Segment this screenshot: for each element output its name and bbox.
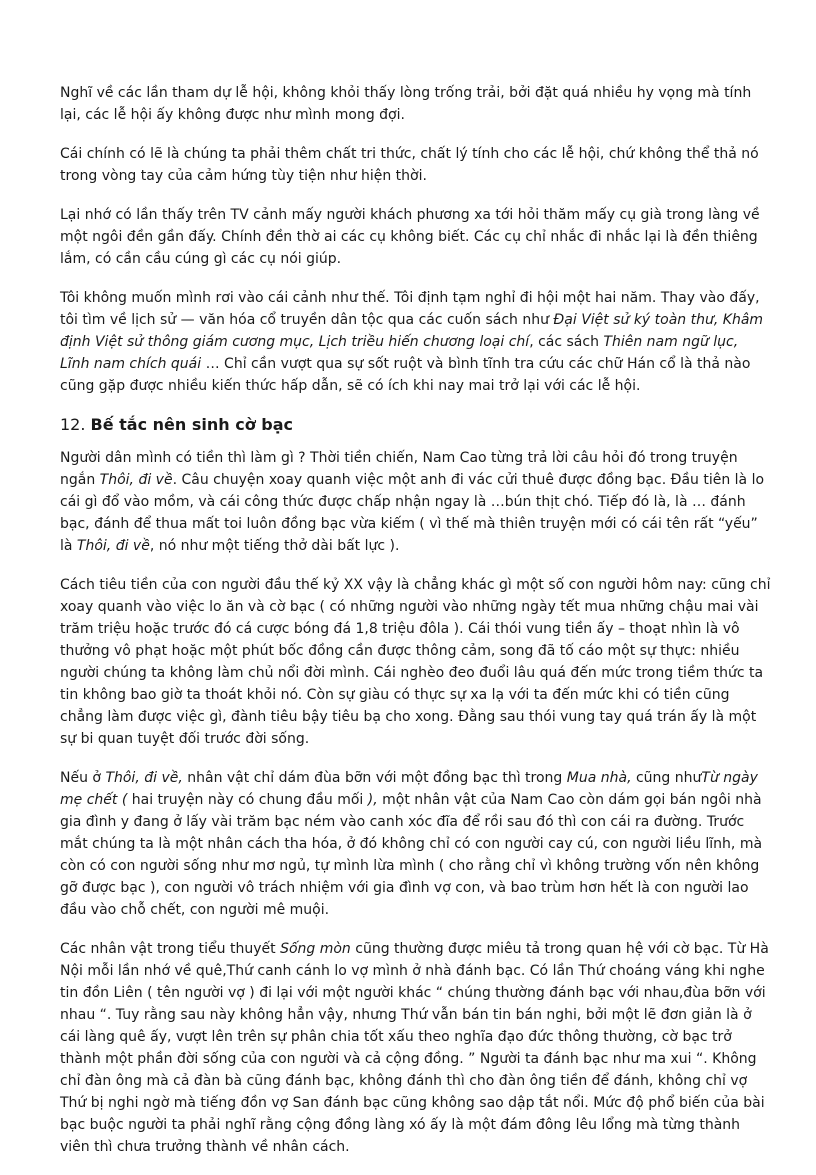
paragraph-p6 — [60, 574, 772, 750]
paragraph-p4 — [60, 287, 772, 397]
italic-text-run: ), — [367, 792, 378, 808]
italic-text-run: Sống mòn — [280, 941, 351, 957]
paragraph-p2 — [60, 143, 772, 187]
text-run: hai truyện này có chung đầu mối — [127, 792, 368, 808]
text-run: Các nhân vật trong tiểu thuyết — [60, 941, 281, 957]
italic-text-run: Thôi, đi về — [76, 538, 150, 554]
paragraph-p3 — [60, 204, 772, 270]
italic-text-run: Thiên nam ngữ lục, Lĩnh nam chích quái — [60, 334, 739, 372]
text-run: cũng như — [631, 770, 702, 786]
section-number: 12. — [60, 415, 91, 434]
text-run: . Câu chuyện xoay quanh việc một anh đi vác cửi thuê được đồng bạc. Đầu tiên là lo cái gì đổ vào mồm, và cái công thức được chấp nhận ngay là …bún thịt chó. Tiếp đó là, là … đánh bạc, đánh để thua mất toi luôn đồng bạc vừa kiếm ( vì thế mà thiên truyện mới có cái tên rất “yếu” là — [60, 472, 765, 554]
text-run: Lại nhớ có lần thấy trên TV cảnh mấy người khách phương xa tới hỏi thăm mấy cụ già trong làng về một ngôi đền gần đấy. Chính đền thờ ai các cụ không biết. Các cụ chỉ nhắc đi nhắc lại là đền thiêng lắm, có cần cầu cúng gì các cụ nói giúp. — [60, 207, 760, 267]
italic-text-run: Thôi, đi về, — [105, 770, 183, 786]
text-run: nhân vật chỉ dám đùa bỡn với một đồng bạc thì trong — [182, 770, 567, 786]
paragraph-p1 — [60, 82, 772, 126]
text-run: Người dân mình có tiền thì làm gì ? Thời tiền chiến, Nam Cao từng trả lời câu hỏi đó trong truyện ngắn — [60, 450, 738, 488]
text-run: , nó như một tiếng thở dài bất lực ). — [149, 538, 400, 554]
text-run: cũng thường được miêu tả trong quan hệ với cờ bạc. Từ Hà Nội mỗi lần nhớ về quê,Thứ canh cánh lo vợ mình ở nhà đánh bạc. Có lần Thứ choáng váng khi nghe tin đồn Liên ( tên người vợ ) đi lại với một người khác “ chúng thường đánh bạc với nhau,đùa bỡn với nhau “. Tuy rằng sau này không hẳn vậy, nhưng Thứ vẫn bán tin bán nghi, bởi một lẽ đơn giản là ở cái làng quê ấy, vượt lên trên sự phân chia tốt xấu theo nghĩa đạo đức thông thường, cờ bạc trở thành một phần đời sống của con người và cả cộng đồng. ” Người ta đánh bạc như ma xui “. Không chỉ đàn ông mà cả đàn bà cũng đánh bạc, không đánh thì cho đàn ông tiền để đánh, không chỉ vợ Thứ bị nghi ngờ mà tiếng đồn vợ San đánh bạc cũng không sao dập tắt nổi. Mức độ phổ biến của bài bạc buộc người ta phải nghĩ rằng cộng đồng làng xó ấy là một đám đông lêu lổng mà từng thành viên thì chưa trưởng thành về nhân cách. — [60, 941, 769, 1155]
text-run: Cái chính có lẽ là chúng ta phải thêm chất tri thức, chất lý tính cho các lễ hội, chứ không thể thả nó trong vòng tay của cảm hứng tùy tiện như hiện thời. — [60, 146, 759, 184]
paragraph-p8 — [60, 938, 772, 1158]
italic-text-run: Từ ngày mẹ chết ( — [60, 770, 758, 808]
document-page — [60, 82, 772, 1175]
section-heading — [60, 414, 772, 436]
text-run: Nếu ở — [60, 770, 106, 786]
paragraph-p7 — [60, 767, 772, 921]
paragraph-p5 — [60, 447, 772, 557]
bottom-paragraphs — [60, 447, 772, 1158]
section-title: Bế tắc nên sinh cờ bạc — [90, 415, 293, 434]
text-run: Nghĩ về các lần tham dự lễ hội, không khỏi thấy lòng trống trải, bởi đặt quá nhiều hy vọng mà tính lại, các lễ hội ấy không được như mình mong đợi. — [60, 85, 752, 123]
text-run: Tôi không muốn mình rơi vào cái cảnh như thế. Tôi định tạm nghỉ đi hội một hai năm. Thay vào đấy, tôi tìm về lịch sử — văn hóa cổ truyền dân tộc qua các cuốn sách như — [60, 290, 760, 328]
text-run: một nhân vật của Nam Cao còn dám gọi bán ngôi nhà gia đình y đang ở lấy vài trăm bạc ném vào canh xóc đĩa để rồi sau đó thì con cái ra đường. Trước mắt chúng ta là một nhân cách tha hóa, ở đó không chỉ có con người cay cú, con người liều lĩnh, mà còn có con người sống như mơ ngủ, tự mình lừa mình ( cho rằng chỉ vì không trường vốn nên không gỡ được bạc ), con người vô trách nhiệm với gia đình vợ con, và bao trùm hơn hết là con người lao đầu vào chỗ chết, con người mê muội. — [60, 792, 763, 918]
text-run: … Chỉ cần vượt qua sự sốt ruột và bình tĩnh tra cứu các chữ Hán cổ là thả nào cũng gặp được nhiều kiến thức hấp dẫn, sẽ có ích khi nay mai trở lại với các lễ hội. — [60, 356, 751, 394]
top-paragraphs — [60, 82, 772, 397]
text-run: Cách tiêu tiền của con người đầu thế kỷ XX vậy là chẳng khác gì một số con người hôm nay: cũng chỉ xoay quanh vào việc lo ăn và cờ bạc ( có những người vào những ngày tết mua những chậu mai vài trăm triệu hoặc trước đó cá cược bóng đá 1,8 triệu đôla ). Cái thói vung tiền ấy – thoạt nhìn là vô thưởng vô phạt hoặc một phút bốc đồng cần được thông cảm, song đã tố cáo một sự thực: nhiều người chúng ta không làm chủ nổi đời mình. Cái nghèo đeo đuổi lâu quá đến mức trong tiềm thức ta tin không bao giờ ta thoát khỏi nó. Còn sự giàu có thực sự xa lạ với ta đến mức khi có tiền cũng chẳng làm được việc gì, đành tiêu bậy tiêu bạ cho xong. Đằng sau thói vung tay quá trán ấy là một sự bi quan tuyệt đối trước đời sống. — [60, 577, 771, 747]
italic-text-run: Mua nhà, — [566, 770, 632, 786]
italic-text-run: Đại Việt sử ký toàn thư, Khâm định Việt sử thông giám cương mục, Lịch triều hiến chương loại chí — [60, 312, 764, 350]
text-run: , các sách — [529, 334, 604, 350]
italic-text-run: Thôi, đi về — [99, 472, 173, 488]
